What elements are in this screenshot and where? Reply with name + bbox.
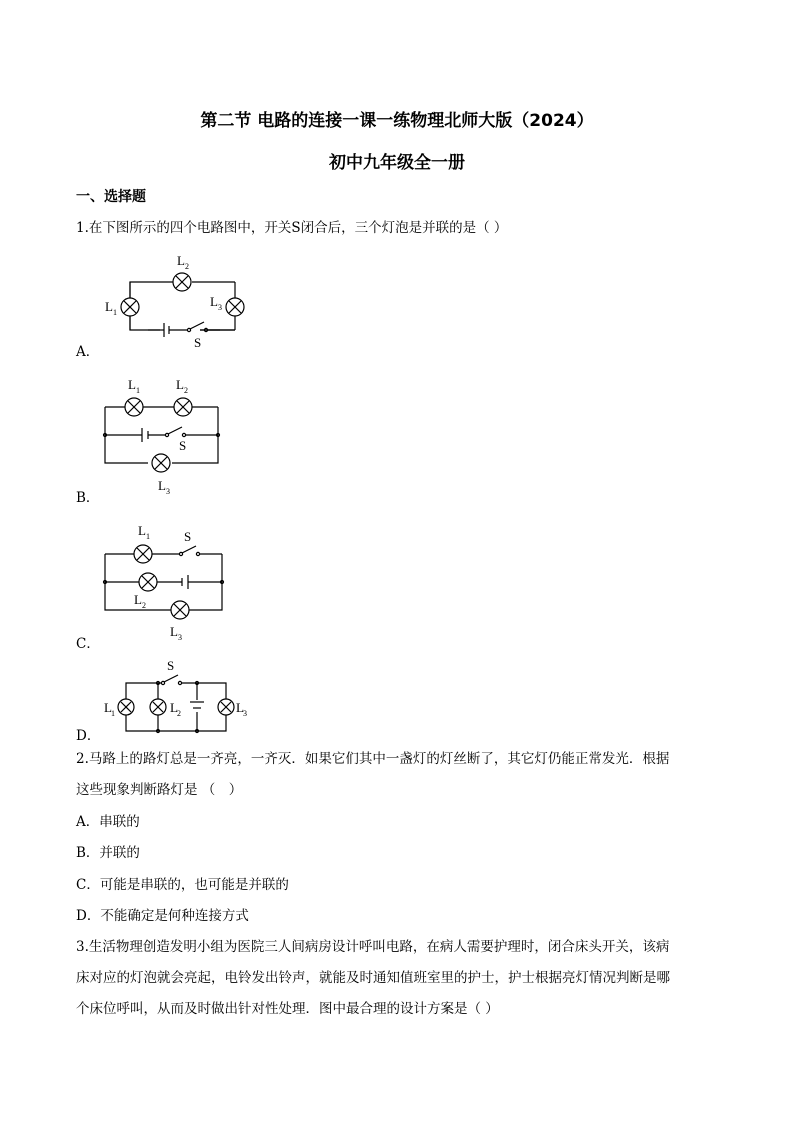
lamp-l1 [125,398,143,416]
svg-text:2: 2 [185,262,189,271]
lamp-l1 [118,699,134,715]
option-b-label: B． [76,490,100,506]
q2-option-c: C．可能是串联的，也可能是并联的 [76,877,289,893]
circuit-a [100,250,260,350]
svg-text:3: 3 [178,633,182,642]
q1-stem: 1.在下图所示的四个电路图中，开关S闭合后，三个灯泡是并联的是（ ） [76,220,508,236]
lamp-l1 [121,298,139,316]
svg-text:S: S [167,658,175,673]
svg-text:1: 1 [113,308,117,317]
q2-option-b: B．并联的 [76,845,140,861]
circuit-d [100,660,260,740]
q3-stem-line1: 3.生活物理创造发明小组为医院三人间病房设计呼叫电路，在病人需要护理时，闭合床头开关，该病 [76,939,670,955]
svg-text:L: L [236,700,244,715]
svg-text:L: L [177,253,185,268]
svg-text:L: L [104,700,112,715]
svg-text:3: 3 [218,303,222,312]
svg-text:1: 1 [146,532,150,541]
svg-text:L: L [134,592,142,607]
svg-text:3: 3 [243,709,247,718]
page-subtitle: 初中九年级全一册 [329,153,465,173]
circuit-c [100,522,240,647]
svg-text:L: L [138,523,146,538]
section-heading: 一、选择题 [76,189,146,205]
lamp-l2 [174,398,192,416]
svg-text:2: 2 [142,601,146,610]
svg-text:L: L [210,294,218,309]
svg-text:L: L [170,700,178,715]
svg-text:1: 1 [111,709,115,718]
q3-stem-line3: 个床位呼叫，从而及时做出针对性处理．图中最合理的设计方案是（ ） [76,1001,499,1017]
q2-option-d: D．不能确定是何种连接方式 [76,908,249,924]
svg-text:L: L [105,299,113,314]
svg-text:L: L [170,624,178,639]
lamp-l2 [139,573,157,591]
q3-stem-line2: 床对应的灯泡就会亮起，电铃发出铃声，就能及时通知值班室里的护士，护士根据亮灯情况判断是哪 [76,970,670,986]
svg-text:3: 3 [166,487,170,496]
lamp-l2 [150,699,166,715]
svg-text:2: 2 [184,386,188,395]
svg-text:S: S [179,438,187,453]
lamp-l3 [152,454,170,472]
q2-option-a: A．串联的 [76,814,140,830]
svg-text:L: L [158,478,166,493]
q2-stem-line2: 这些现象判断路灯是 （ ） [76,782,243,798]
lamp-l2 [173,273,191,291]
lamp-l3 [171,601,189,619]
svg-text:L: L [176,377,184,392]
option-a-label: A． [76,344,100,360]
svg-text:S: S [184,529,192,544]
svg-text:1: 1 [136,386,140,395]
switch-label: S [194,335,202,350]
q2-stem-line1: 2.马路上的路灯总是一齐亮，一齐灭．如果它们其中一盏灯的灯丝断了，其它灯仍能正常发光．根据 [76,751,670,767]
lamp-l3 [226,298,244,316]
circuit-b [100,375,240,500]
option-c-label: C． [76,636,100,652]
svg-text:2: 2 [177,709,181,718]
lamp-l3 [218,699,234,715]
option-d-label: D． [76,728,101,744]
svg-text:L: L [128,377,136,392]
lamp-l1 [134,545,152,563]
page-title: 第二节 电路的连接一课一练物理北师大版（2024） [200,111,594,131]
